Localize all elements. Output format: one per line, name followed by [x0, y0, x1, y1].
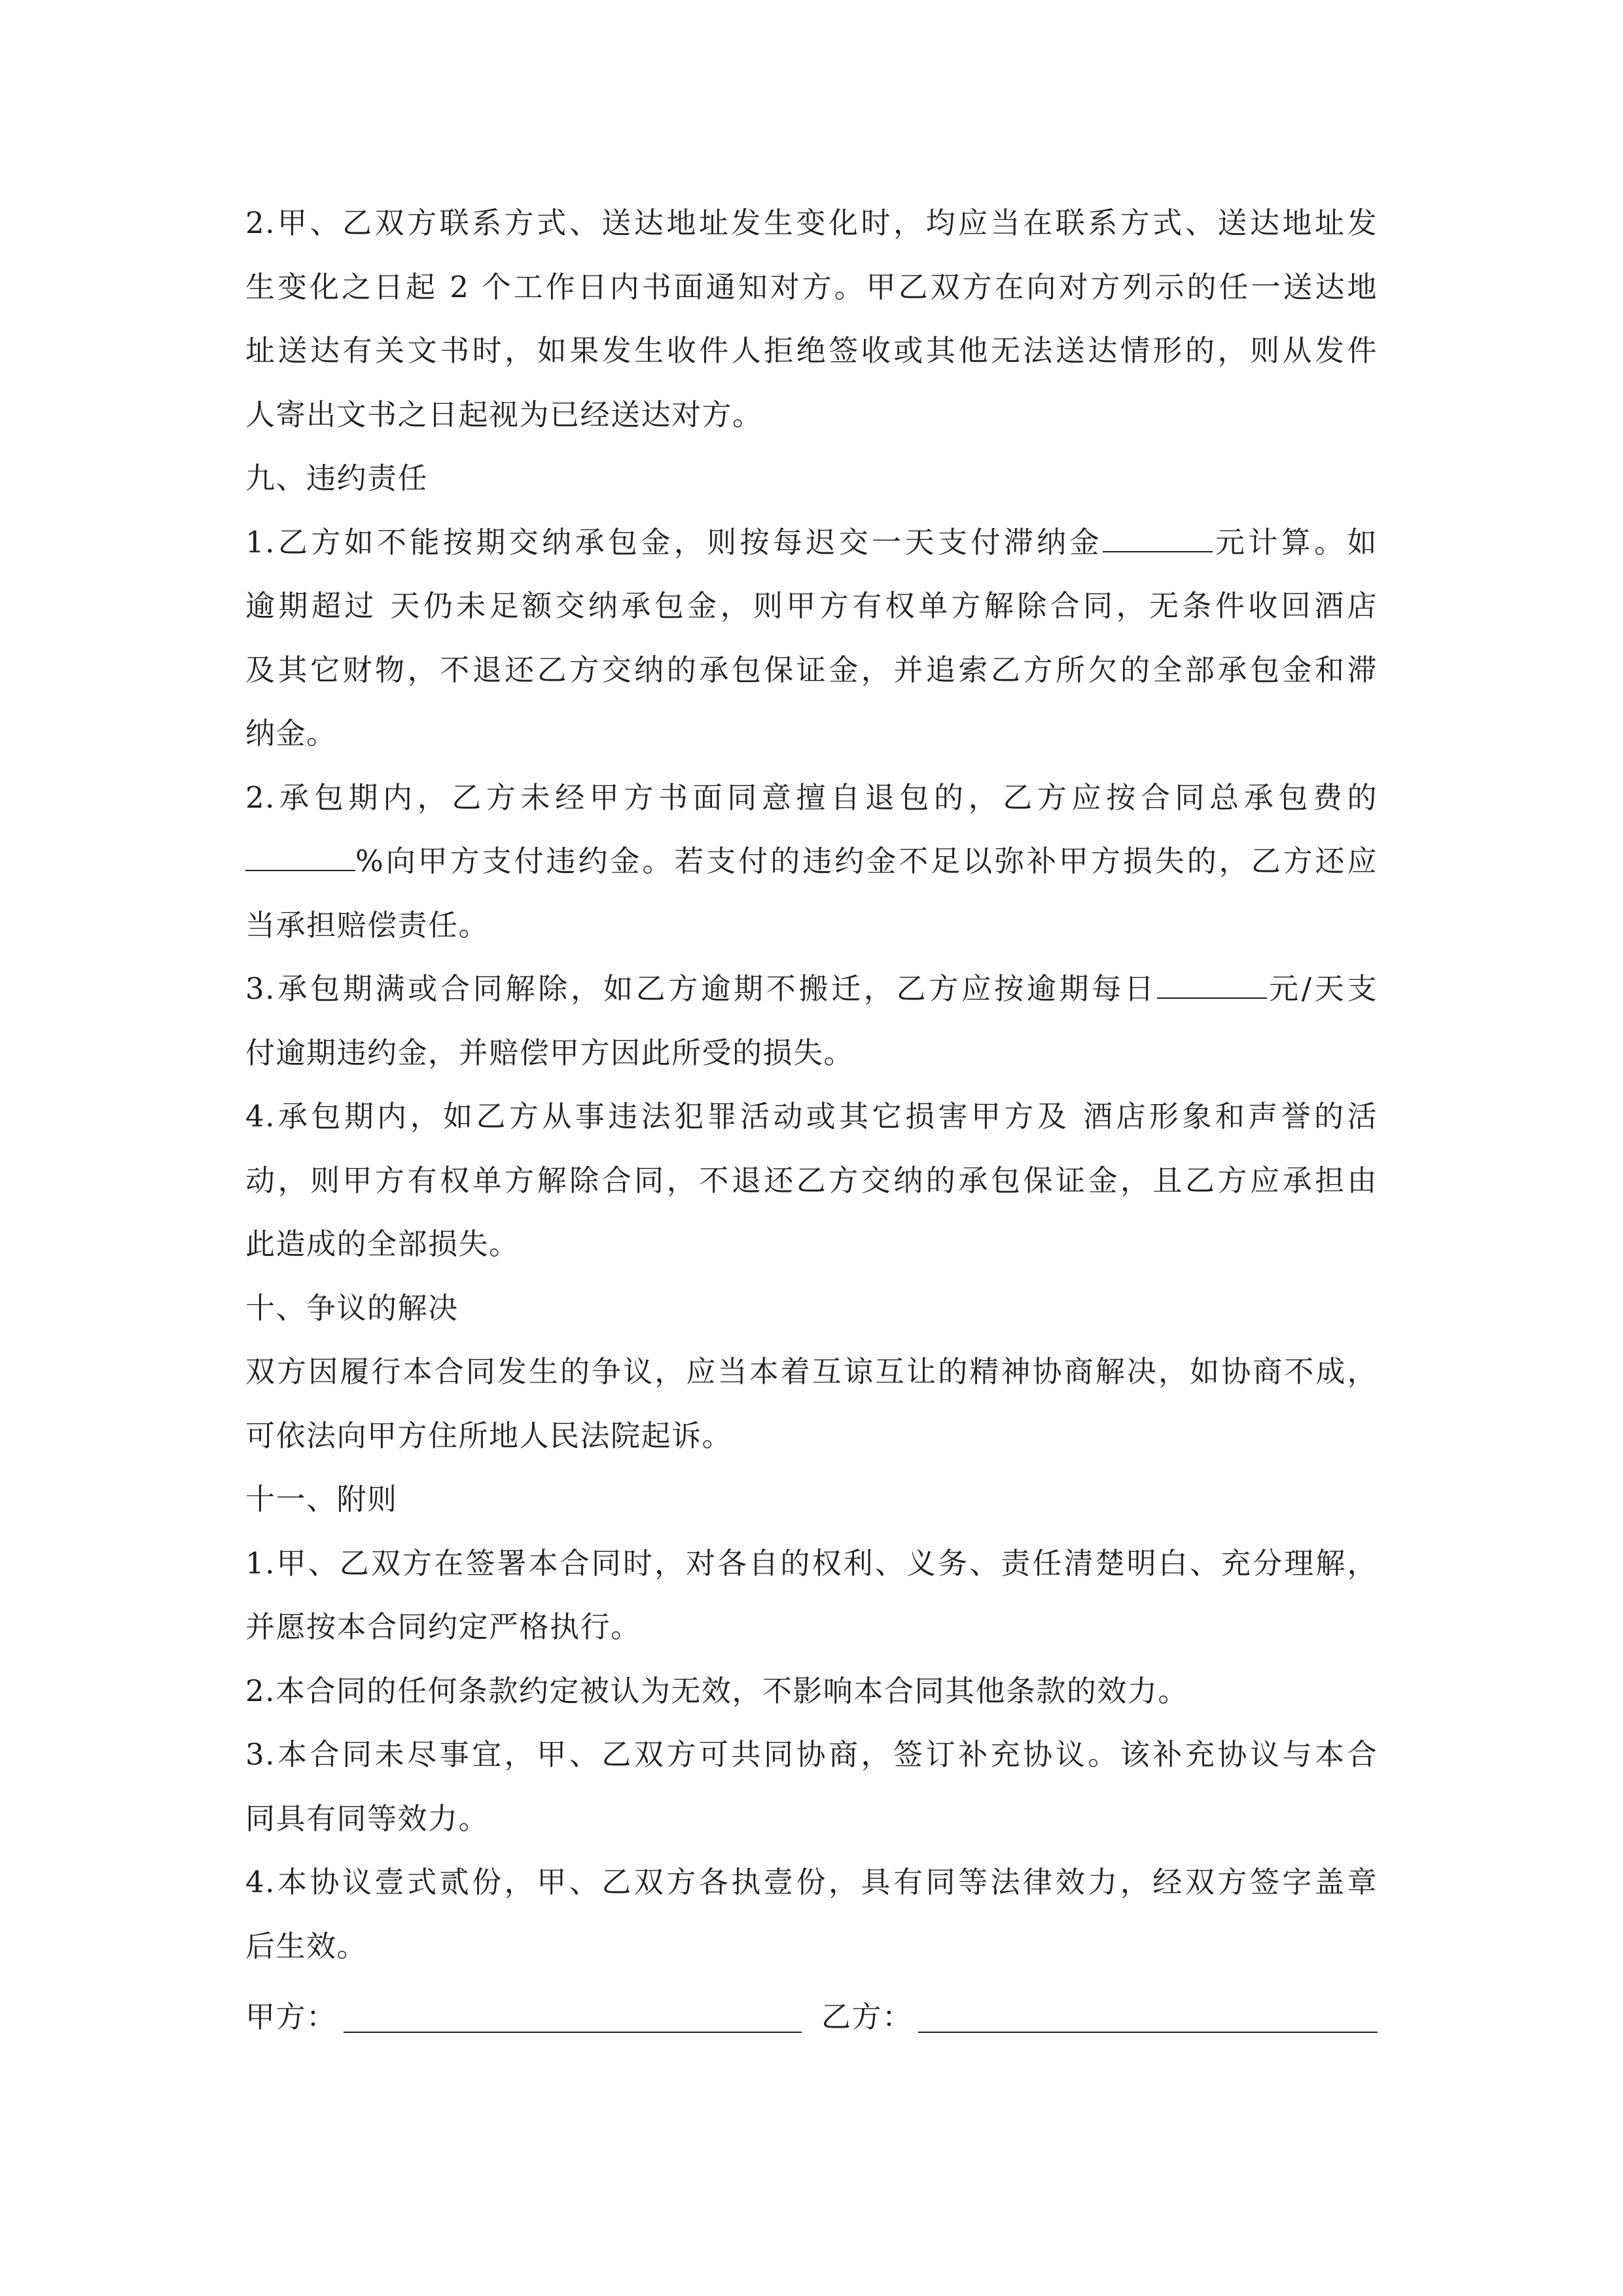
text-segment: 3.承包期满或合同解除，如乙方逾期不搬迁，乙方应按逾期每日	[245, 971, 1157, 1006]
fill-in-blank	[1103, 526, 1213, 552]
text-line: 同具有同等效力。	[245, 1801, 490, 1836]
fill-in-blank	[1157, 973, 1267, 999]
text-line: 址送达有关文书时，如果发生收件人拒绝签收或其他无法送达情形的，则从发件	[245, 333, 1378, 368]
text-line: 动，则甲方有权单方解除合同，不退还乙方交纳的承包保证金，且乙方应承担由	[245, 1162, 1378, 1198]
party-a-label: 甲方：	[245, 2000, 337, 2034]
party-b-label: 乙方：	[821, 2000, 913, 2034]
text-line-with-blank	[245, 829, 1378, 893]
text-line: 人寄出文书之日起视为已经送达对方。	[245, 397, 763, 432]
text-line-with-blank	[245, 511, 1378, 575]
party-a-signature-line	[344, 2032, 802, 2033]
text-line: 2.甲、乙双方联系方式、送达地址发生变化时，均应当在联系方式、送达地址发	[245, 206, 1378, 240]
text-line: 双方因履行本合同发生的争议，应当本着互谅互让的精神协商解决，如协商不成，	[245, 1354, 1378, 1389]
section-heading: 九、违约责任	[245, 461, 429, 495]
text-line: 2.承包期内，乙方未经甲方书面同意擅自退包的，乙方应按合同总承包费的	[245, 780, 1378, 815]
text-line: 3.本合同未尽事宜，甲、乙双方可共同协商，签订补充协议。该补充协议与本合	[245, 1737, 1378, 1772]
text-line-with-blank	[245, 957, 1378, 1021]
text-line: 逾期超过 天仍未足额交纳承包金，则甲方有权单方解除合同，无条件收回酒店	[245, 588, 1378, 623]
text-segment: 1.乙方如不能按期交纳承包金，则按每迟交一天支付滞纳金	[245, 524, 1103, 560]
text-line: 可依法向甲方住所地人民法院起诉。	[245, 1418, 733, 1453]
document-body	[245, 191, 1378, 1978]
fill-in-blank	[245, 845, 355, 871]
signature-row	[245, 1984, 1378, 2050]
text-line: 4.本协议壹式贰份，甲、乙双方各执壹份，具有同等法律效力，经双方签字盖章	[245, 1865, 1378, 1899]
text-segment: 元计算。如	[1212, 524, 1378, 560]
text-line: 2.本合同的任何条款约定被认为无效，不影响本合同其他条款的效力。	[245, 1673, 1188, 1708]
text-line: 当承担赔偿责任。	[245, 907, 490, 942]
text-line: 生变化之日起 2 个工作日内书面通知对方。甲乙双方在向对方列示的任一送达地	[245, 269, 1378, 304]
text-line: 4.承包期内，如乙方从事违法犯罪活动或其它损害甲方及 酒店形象和声誉的活	[245, 1099, 1378, 1134]
text-segment: %向甲方支付违约金。若支付的违约金不足以弥补甲方损失的，乙方还应	[355, 844, 1378, 878]
section-heading: 十、争议的解决	[245, 1290, 459, 1325]
text-line: 1.甲、乙双方在签署本合同时，对各自的权利、义务、责任清楚明白、充分理解，	[245, 1545, 1378, 1581]
text-line: 纳金。	[245, 716, 337, 751]
section-heading: 十一、附则	[245, 1482, 398, 1516]
text-line: 及其它财物，不退还乙方交纳的承包保证金，并追索乙方所欠的全部承包金和滞	[245, 652, 1378, 687]
text-line: 付逾期违约金，并赔偿甲方因此所受的损失。	[245, 1035, 855, 1070]
text-line: 此造成的全部损失。	[245, 1227, 520, 1261]
text-segment: 元/天支	[1266, 971, 1378, 1006]
text-line: 并愿按本合同约定严格执行。	[245, 1609, 641, 1644]
party-b-signature-line	[918, 2032, 1378, 2033]
text-line: 后生效。	[245, 1928, 368, 1964]
